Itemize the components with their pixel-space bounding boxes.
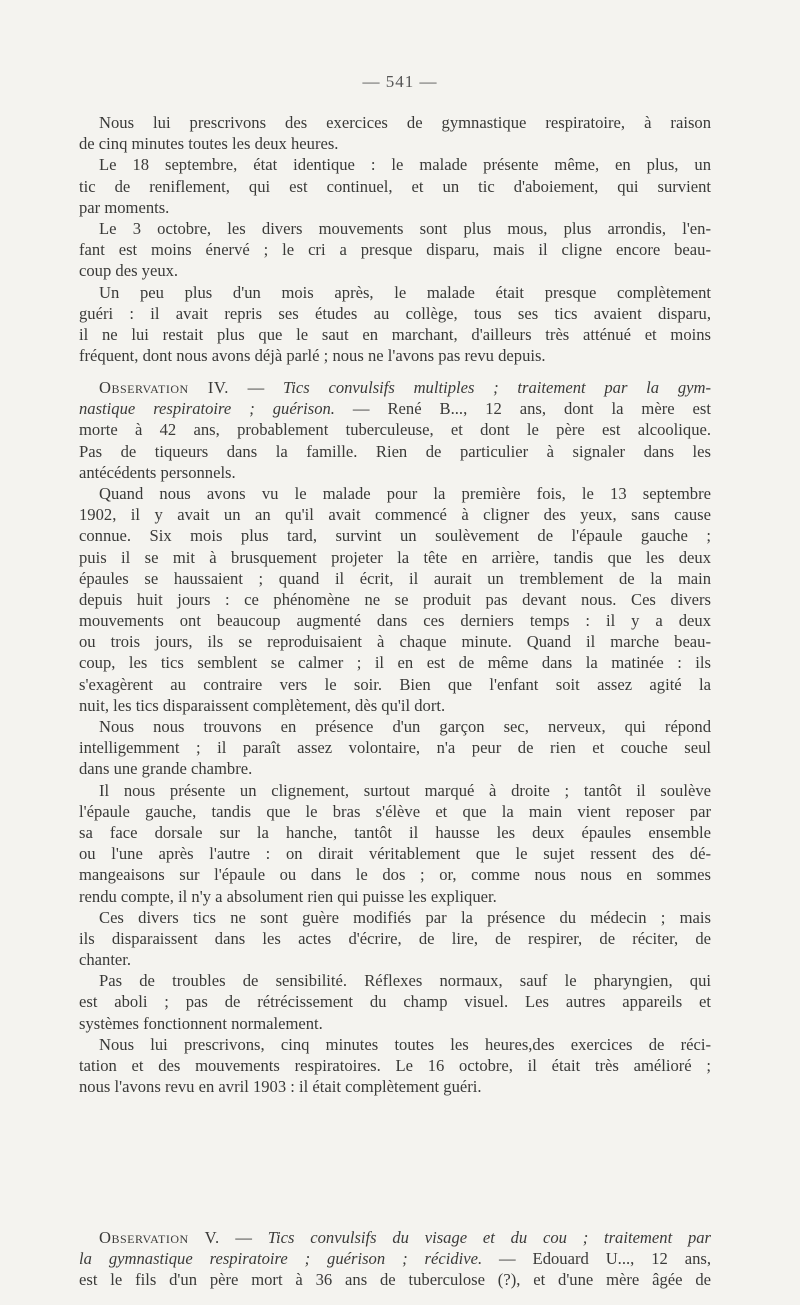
text-line: l'épaule gauche, tandis que le bras s'élève et que la main vient reposer par (79, 801, 711, 821)
text-line: intelligemment ; il paraît assez volontaire, n'a peur de rien et couche seul (79, 738, 711, 758)
page-number: — 541 — (362, 72, 438, 91)
text-line: Le 18 septembre, état identique : le malade présente même, en plus, un (99, 155, 711, 175)
observation-label: Observation IV. (99, 378, 229, 397)
text-line (79, 1248, 711, 1269)
observation-title: Tics convulsifs du visage et du cou ; traitement par (267, 1228, 711, 1247)
text-line: de cinq minutes toutes les deux heures. (79, 134, 339, 154)
text-line: est le fils d'un père mort à 36 ans de tuberculose (?), et d'une mère âgée de (79, 1270, 711, 1290)
text-line: ou l'une après l'autre : on dirait véritablement que le sujet ressent des dé- (79, 844, 711, 864)
heading-dash: — (219, 1228, 268, 1247)
line-text: — René B..., 12 ans, dont la mère est (334, 399, 711, 419)
observation-title-cont: la gymnastique respiratoire ; guérison ; récidive. (79, 1249, 483, 1269)
text-line: Pas de troubles de sensibilité. Réflexes normaux, sauf le pharyngien, qui (99, 971, 711, 991)
text-line: sa face dorsale sur la hanche, tantôt il hausse les deux épaules ensemble (79, 822, 711, 842)
paragraph-block-case-end (79, 112, 711, 366)
text-line: mouvements ont beaucoup augmenté dans ces derniers temps : il y a deux (79, 611, 711, 631)
text-line: chanter. (79, 950, 132, 970)
observation-label: Observation V. (99, 1228, 220, 1247)
text-line: mangeaisons sur l'épaule ou dans le dos ; or, comme nous nous en sommes (79, 865, 711, 885)
text-line: est aboli ; pas de rétrécissement du champ visuel. Les autres appareils et (79, 992, 711, 1012)
observation-v-block (79, 1227, 711, 1291)
text-line: par moments. (79, 197, 170, 217)
text-line: Nous lui prescrivons, cinq minutes toutes les heures,des exercices de réci- (99, 1034, 711, 1054)
text-line: Pas de tiqueurs dans la famille. Rien de particulier à signaler dans les (79, 441, 711, 461)
text-line: épaules se haussaient ; quand il écrit, il aurait un tremblement de la main (79, 568, 711, 588)
line-text: — Edouard U..., 12 ans, (482, 1249, 711, 1269)
text-line: nous l'avons revu en avril 1903 : il était complètement guéri. (79, 1077, 482, 1097)
observation-title: Tics convulsifs multiples ; traitement par la gym- (282, 378, 711, 397)
text-line: tation et des mouvements respiratoires. Le 16 octobre, il était très amélioré ; (79, 1056, 711, 1075)
text-line: depuis huit jours : ce phénomène ne se produit pas devant nous. Ces divers (79, 589, 711, 609)
observation-title-cont: nastique respiratoire ; guérison. (79, 399, 335, 419)
text-line: ils disparaissent dans les actes d'écrire, de lire, de respirer, de réciter, de (79, 928, 711, 948)
text-line: ou trois jours, ils se reproduisaient à chaque minute. Quand il marche beau- (79, 632, 711, 652)
heading-dash: — (228, 378, 283, 397)
text-line: il ne lui restait plus que le saut en marchant, d'ailleurs très atténué et moins (79, 324, 711, 344)
text-line: tic de reniflement, qui est continuel, et un tic d'aboiement, qui survient (79, 176, 711, 196)
text-line: fréquent, dont nous avons déjà parlé ; nous ne l'avons pas revu depuis. (79, 346, 546, 366)
text-line: s'exagèrent au contraire vers le soir. Bien que l'enfant soit assez agité la (79, 674, 711, 694)
text-line: morte à 42 ans, probablement tuberculeuse, et dont le père est alcoolique. (79, 420, 711, 440)
text-line: guéri : il avait repris ses études au collège, tous ses tics avaient disparu, (79, 303, 711, 323)
text-line: Quand nous avons vu le malade pour la première fois, le 13 septembre (99, 483, 711, 503)
text-line (79, 398, 711, 419)
text-line: puis il se mit à brusquement projeter la tête en arrière, tandis que les deux (79, 547, 711, 567)
text-line: nuit, les tics disparaissent complètement, dès qu'il dort. (79, 695, 446, 715)
text-line: Nous lui prescrivons des exercices de gymnastique respiratoire, à raison (99, 113, 711, 132)
text-line: Ces divers tics ne sont guère modifiés par la présence du médecin ; mais (99, 907, 711, 927)
observation-iv-block (79, 377, 711, 1097)
text-line: 1902, il y avait un an qu'il avait commencé à cligner des yeux, sans cause (79, 505, 711, 525)
text-line: Un peu plus d'un mois après, le malade était presque complètement (99, 282, 711, 302)
text-line: rendu compte, il n'y a absolument rien qui puisse les expliquer. (79, 886, 497, 906)
text-line: fant est moins énervé ; le cri a presque disparu, mais il cligne encore beau- (79, 240, 711, 260)
text-line: connue. Six mois plus tard, survint un soulèvement de l'épaule gauche ; (79, 526, 711, 546)
text-line: coup des yeux. (79, 261, 179, 281)
text-line: Le 3 octobre, les divers mouvements sont plus mous, plus arrondis, l'en- (99, 218, 711, 238)
text-line: antécédents personnels. (79, 462, 236, 482)
text-line: dans une grande chambre. (79, 759, 253, 779)
text-line: Nous nous trouvons en présence d'un garçon sec, nerveux, qui répond (99, 717, 711, 736)
text-line: systèmes fonctionnent normalement. (79, 1013, 323, 1033)
observation-heading (79, 377, 711, 398)
observation-heading (79, 1227, 711, 1248)
text-line: coup, les tics semblent se calmer ; il en est de même dans la matinée : ils (79, 653, 711, 673)
text-line: Il nous présente un clignement, surtout marqué à droite ; tantôt il soulève (99, 780, 711, 800)
